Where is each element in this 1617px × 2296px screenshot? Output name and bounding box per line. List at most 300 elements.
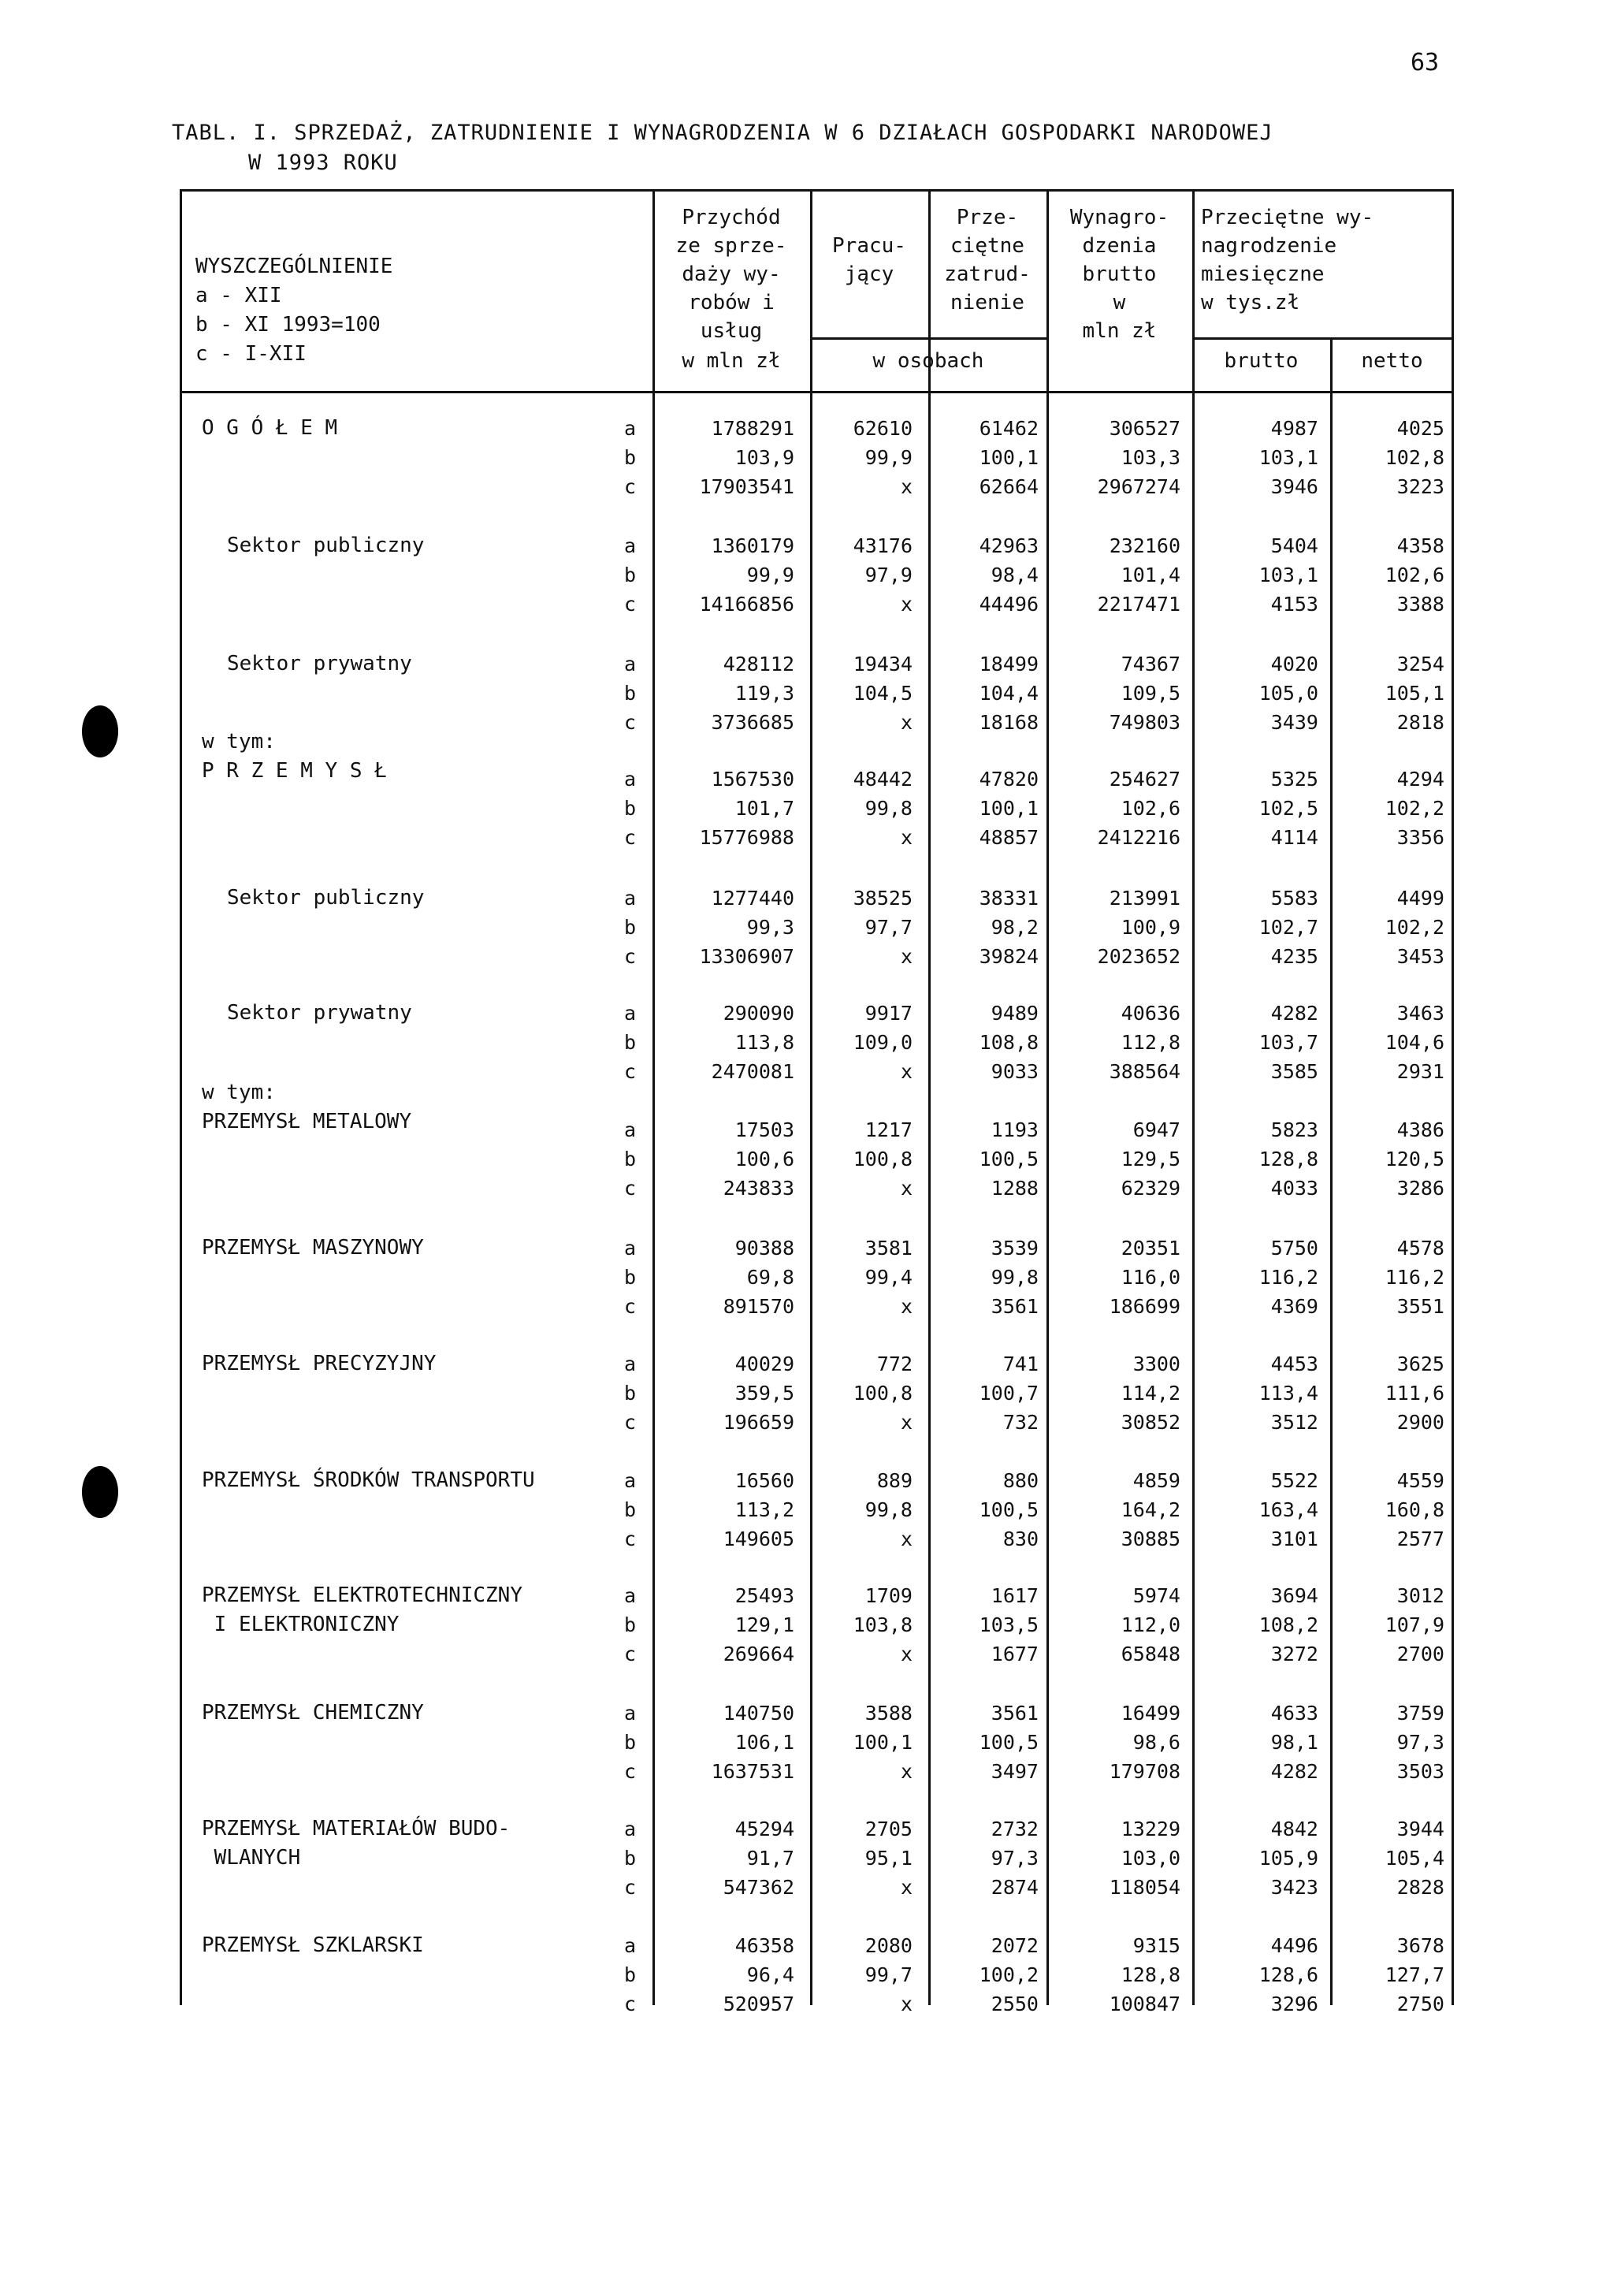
table-cell: 113,2 (734, 1498, 794, 1521)
table-cell: 306527 (1109, 417, 1180, 440)
table-cell: 128,8 (1258, 1148, 1318, 1170)
table-cell: 3463 (1396, 1002, 1444, 1025)
table-row (180, 823, 1454, 852)
row-key: b (624, 1382, 637, 1405)
table-row (180, 1989, 1454, 2019)
table-cell: 2577 (1396, 1528, 1444, 1550)
table-row (180, 913, 1454, 942)
table-cell: 113,4 (1258, 1382, 1318, 1405)
table-cell: 20351 (1121, 1237, 1180, 1260)
table-cell: 103,7 (1258, 1031, 1318, 1054)
table-cell: 103,0 (1121, 1847, 1180, 1870)
table-cell: 109,5 (1121, 682, 1180, 705)
table-cell: 97,9 (864, 564, 913, 586)
table-cell: 772 (876, 1353, 913, 1375)
table-cell: 101,4 (1121, 564, 1180, 586)
table-cell: 1788291 (711, 417, 794, 440)
table-cell: 99,4 (864, 1266, 913, 1289)
table-cell: 5750 (1270, 1237, 1318, 1260)
table-cell: 880 (1002, 1469, 1039, 1492)
table-cell: 269664 (723, 1643, 794, 1665)
table-cell: 17903541 (699, 475, 794, 498)
table-cell: 111,6 (1385, 1382, 1444, 1405)
table-cell: 109,0 (853, 1031, 913, 1054)
table-row (180, 649, 1454, 679)
table-cell: 18168 (979, 711, 1039, 734)
table-cell: 4842 (1270, 1818, 1318, 1840)
table-cell: 2080 (864, 1934, 913, 1957)
rule-h-top (180, 189, 1454, 192)
table-cell: 359,5 (734, 1382, 794, 1405)
row-key: c (624, 1295, 637, 1318)
table-row (180, 1728, 1454, 1757)
table-cell: 732 (1002, 1411, 1039, 1434)
table-cell: 4633 (1270, 1702, 1318, 1725)
table-row (180, 1144, 1454, 1174)
table-cell: 91,7 (746, 1847, 794, 1870)
table-cell: 103,3 (1121, 446, 1180, 469)
table-cell: 105,9 (1258, 1847, 1318, 1870)
table-cell: 2705 (864, 1818, 913, 1840)
table-cell: 30852 (1121, 1411, 1180, 1434)
table-cell: 1677 (991, 1643, 1039, 1665)
table-cell: 3585 (1270, 1060, 1318, 1083)
table-row (180, 472, 1454, 501)
group-label: PRZEMYSŁ MATERIAŁÓW BUDO- WLANYCH (202, 1817, 511, 1870)
row-key: c (624, 826, 637, 849)
table-cell: 2750 (1396, 1993, 1444, 2015)
table-cell: 39824 (979, 945, 1039, 968)
table-cell: 38331 (979, 887, 1039, 910)
data-table (180, 189, 1454, 2015)
table-row (180, 765, 1454, 794)
table-cell: 213991 (1109, 887, 1180, 910)
table-cell: 4386 (1396, 1118, 1444, 1141)
table-cell: 102,2 (1385, 797, 1444, 820)
table-cell: 1217 (864, 1118, 913, 1141)
table-cell: 3561 (991, 1702, 1039, 1725)
row-key: b (624, 1963, 637, 1986)
group-label: w tym: P R Z E M Y S Ł (202, 730, 387, 783)
table-cell: 40636 (1121, 1002, 1180, 1025)
table-cell: 40029 (734, 1353, 794, 1375)
table-cell: 2828 (1396, 1876, 1444, 1899)
table-cell: 3356 (1396, 826, 1444, 849)
table-cell: 3581 (864, 1237, 913, 1260)
row-key: c (624, 945, 637, 968)
table-cell: 100,5 (979, 1498, 1039, 1521)
row-key: b (624, 1847, 637, 1870)
table-cell: 13229 (1121, 1818, 1180, 1840)
table-cell: 5325 (1270, 768, 1318, 791)
table-cell: 98,6 (1132, 1731, 1180, 1754)
table-cell: 520957 (723, 1993, 794, 2015)
table-cell: 47820 (979, 768, 1039, 791)
row-key: c (624, 1760, 637, 1783)
table-cell: 102,7 (1258, 916, 1318, 939)
table-cell: 3759 (1396, 1702, 1444, 1725)
table-cell: 107,9 (1385, 1613, 1444, 1636)
table-row (180, 1524, 1454, 1554)
col56-header: Przeciętne wy- nagrodzenie miesięczne w tys.zł (1201, 206, 1374, 314)
group-label: PRZEMYSŁ SZKLARSKI (202, 1933, 424, 1957)
table-cell: 1637531 (711, 1760, 794, 1783)
table-cell: 118054 (1109, 1876, 1180, 1899)
row-key: c (624, 1876, 637, 1899)
table-cell: 3503 (1396, 1760, 1444, 1783)
table-cell: 104,5 (853, 682, 913, 705)
table-cell: 98,4 (991, 564, 1039, 586)
table-cell: 62664 (979, 475, 1039, 498)
table-cell: 74367 (1121, 653, 1180, 675)
table-cell: 3439 (1270, 711, 1318, 734)
table-row (180, 1115, 1454, 1144)
group-label: PRZEMYSŁ ELEKTROTECHNICZNY I ELEKTRONICZNY (202, 1583, 522, 1636)
table-cell: 4020 (1270, 653, 1318, 675)
table-cell: x (900, 1993, 913, 2015)
col5-header: brutto (1224, 349, 1299, 373)
row-key: b (624, 1266, 637, 1289)
table-cell: 4114 (1270, 826, 1318, 849)
row-key: b (624, 564, 637, 586)
table-cell: 45294 (734, 1818, 794, 1840)
table-cell: 3286 (1396, 1177, 1444, 1200)
table-cell: 100,7 (979, 1382, 1039, 1405)
table-row (180, 1844, 1454, 1873)
table-cell: 90388 (734, 1237, 794, 1260)
table-cell: 102,8 (1385, 446, 1444, 469)
table-cell: 160,8 (1385, 1498, 1444, 1521)
table-cell: 128,8 (1121, 1963, 1180, 1986)
table-cell: 99,3 (746, 916, 794, 939)
table-cell: 2732 (991, 1818, 1039, 1840)
table-cell: 100,1 (979, 797, 1039, 820)
table-cell: 5404 (1270, 534, 1318, 557)
table-cell: 69,8 (746, 1266, 794, 1289)
row-key: b (624, 1148, 637, 1170)
table-cell: 1709 (864, 1584, 913, 1607)
table-row (180, 942, 1454, 971)
row-key: c (624, 1643, 637, 1665)
table-cell: 16560 (734, 1469, 794, 1492)
table-cell: 30885 (1121, 1528, 1180, 1550)
row-key: a (624, 1469, 637, 1492)
table-cell: 97,3 (991, 1847, 1039, 1870)
table-cell: x (900, 1060, 913, 1083)
table-cell: 98,2 (991, 916, 1039, 939)
table-row (180, 1495, 1454, 1524)
table-cell: 100,2 (979, 1963, 1039, 1986)
row-key: a (624, 768, 637, 791)
rule-h-col56 (1192, 337, 1454, 340)
row-key: b (624, 916, 637, 939)
table-cell: 48857 (979, 826, 1039, 849)
table-cell: 3300 (1132, 1353, 1180, 1375)
table-cell: 2900 (1396, 1411, 1444, 1434)
table-cell: 100847 (1109, 1993, 1180, 2015)
row-key: a (624, 1002, 637, 1025)
row-key: a (624, 1934, 637, 1957)
table-cell: 290090 (723, 1002, 794, 1025)
table-row (180, 1292, 1454, 1321)
table-cell: 102,6 (1385, 564, 1444, 586)
group-label: Sektor publiczny (227, 886, 425, 910)
table-cell: 4559 (1396, 1469, 1444, 1492)
table-cell: 3551 (1396, 1295, 1444, 1318)
table-cell: 108,8 (979, 1031, 1039, 1054)
table-row (180, 1408, 1454, 1437)
table-cell: 196659 (723, 1411, 794, 1434)
table-cell: 3296 (1270, 1993, 1318, 2015)
table-cell: 5583 (1270, 887, 1318, 910)
table-cell: 116,2 (1385, 1266, 1444, 1289)
table-cell: 103,1 (1258, 564, 1318, 586)
table-cell: 5974 (1132, 1584, 1180, 1607)
table-cell: 232160 (1109, 534, 1180, 557)
table-cell: 14166856 (699, 593, 794, 616)
table-cell: 15776988 (699, 826, 794, 849)
table-cell: 38525 (853, 887, 913, 910)
table-cell: 3101 (1270, 1528, 1318, 1550)
table-cell: 102,6 (1121, 797, 1180, 820)
table-cell: 100,5 (979, 1148, 1039, 1170)
table-cell: 100,8 (853, 1148, 913, 1170)
group-label: O G Ó Ł E M (202, 416, 338, 440)
row-key: c (624, 711, 637, 734)
table-cell: 3512 (1270, 1411, 1318, 1434)
table-cell: 129,5 (1121, 1148, 1180, 1170)
group-label: Sektor prywatny (227, 1001, 412, 1025)
table-cell: x (900, 1177, 913, 1200)
table-row (180, 1610, 1454, 1639)
table-cell: 17503 (734, 1118, 794, 1141)
table-cell: 114,2 (1121, 1382, 1180, 1405)
table-cell: 4033 (1270, 1177, 1318, 1200)
row-key: c (624, 1060, 637, 1083)
punch-hole-upper (82, 705, 118, 757)
title-line-2: W 1993 ROKU (248, 151, 398, 175)
table-cell: 42963 (979, 534, 1039, 557)
table-cell: 2818 (1396, 711, 1444, 734)
table-cell: 4235 (1270, 945, 1318, 968)
group-label: w tym: PRZEMYSŁ METALOWY (202, 1081, 412, 1133)
table-cell: 3561 (991, 1295, 1039, 1318)
col4-header: Wynagro- dzenia brutto w mln zł (1069, 206, 1169, 343)
table-cell: 16499 (1121, 1702, 1180, 1725)
table-row (180, 531, 1454, 560)
table-cell: 100,8 (853, 1382, 913, 1405)
table-cell: 46358 (734, 1934, 794, 1957)
table-cell: 2967274 (1097, 475, 1180, 498)
table-cell: 104,6 (1385, 1031, 1444, 1054)
group-label: PRZEMYSŁ PRECYZYJNY (202, 1352, 437, 1375)
table-cell: 891570 (723, 1295, 794, 1318)
table-row (180, 1581, 1454, 1610)
table-cell: 4153 (1270, 593, 1318, 616)
row-key: c (624, 1177, 637, 1200)
table-cell: 3736685 (711, 711, 794, 734)
table-cell: 2550 (991, 1993, 1039, 2015)
table-cell: 18499 (979, 653, 1039, 675)
table-cell: x (900, 1411, 913, 1434)
table-cell: 254627 (1109, 768, 1180, 791)
table-cell: 112,8 (1121, 1031, 1180, 1054)
row-key: b (624, 797, 637, 820)
table-cell: 62329 (1121, 1177, 1180, 1200)
col3-header: Prze- ciętne zatrud- nienie (944, 206, 1031, 314)
table-cell: 5522 (1270, 1469, 1318, 1492)
col6-header: netto (1361, 349, 1423, 373)
table-cell: 179708 (1109, 1760, 1180, 1783)
row-key: a (624, 653, 637, 675)
table-cell: x (900, 826, 913, 849)
table-row (180, 999, 1454, 1028)
table-cell: 4578 (1396, 1237, 1444, 1260)
table-cell: x (900, 711, 913, 734)
table-row (180, 443, 1454, 472)
table-cell: 4025 (1396, 417, 1444, 440)
table-cell: 19434 (853, 653, 913, 675)
table-cell: 3588 (864, 1702, 913, 1725)
table-row (180, 679, 1454, 708)
row-key: c (624, 593, 637, 616)
table-row (180, 1349, 1454, 1379)
table-cell: 3625 (1396, 1353, 1444, 1375)
table-cell: 149605 (723, 1528, 794, 1550)
table-cell: 99,8 (991, 1266, 1039, 1289)
table-cell: 1288 (991, 1177, 1039, 1200)
table-cell: 113,8 (734, 1031, 794, 1054)
table-cell: 9315 (1132, 1934, 1180, 1957)
table-cell: 140750 (723, 1702, 794, 1725)
table-row (180, 1028, 1454, 1057)
table-cell: 100,6 (734, 1148, 794, 1170)
stub-header: WYSZCZEGÓLNIENIE a - XII b - XI 1993=100 c - I-XII (195, 255, 393, 366)
table-cell: 3678 (1396, 1934, 1444, 1957)
table-cell: 3223 (1396, 475, 1444, 498)
table-cell: 2470081 (711, 1060, 794, 1083)
table-cell: 99,7 (864, 1963, 913, 1986)
table-cell: 3254 (1396, 653, 1444, 675)
table-cell: 128,6 (1258, 1963, 1318, 1986)
table-cell: 104,4 (979, 682, 1039, 705)
table-cell: 428112 (723, 653, 794, 675)
row-key: b (624, 446, 637, 469)
table-cell: 100,5 (979, 1731, 1039, 1754)
table-cell: 741 (1002, 1353, 1039, 1375)
table-cell: 98,1 (1270, 1731, 1318, 1754)
table-cell: 116,0 (1121, 1266, 1180, 1289)
table-cell: 4859 (1132, 1469, 1180, 1492)
table-cell: 3388 (1396, 593, 1444, 616)
table-cell: 105,4 (1385, 1847, 1444, 1870)
table-cell: 3423 (1270, 1876, 1318, 1899)
row-key: b (624, 1731, 637, 1754)
table-cell: 4369 (1270, 1295, 1318, 1318)
group-label: Sektor prywatny (227, 652, 412, 675)
table-row (180, 1699, 1454, 1728)
table-row (180, 884, 1454, 913)
table-cell: 4496 (1270, 1934, 1318, 1957)
table-cell: x (900, 1760, 913, 1783)
rule-h-header-bottom (180, 391, 1454, 393)
table-cell: 163,4 (1258, 1498, 1318, 1521)
table-cell: 3272 (1270, 1643, 1318, 1665)
table-cell: 65848 (1121, 1643, 1180, 1665)
table-row (180, 1757, 1454, 1786)
table-cell: 102,5 (1258, 797, 1318, 820)
table-cell: 95,1 (864, 1847, 913, 1870)
table-cell: 103,9 (734, 446, 794, 469)
table-cell: x (900, 1643, 913, 1665)
table-cell: 3944 (1396, 1818, 1444, 1840)
table-cell: 99,9 (864, 446, 913, 469)
table-cell: 96,4 (746, 1963, 794, 1986)
row-key: a (624, 1353, 637, 1375)
table-cell: 2023652 (1097, 945, 1180, 968)
group-label: PRZEMYSŁ ŚRODKÓW TRANSPORTU (202, 1468, 535, 1492)
table-cell: 4358 (1396, 534, 1444, 557)
row-key: c (624, 1993, 637, 2015)
table-row (180, 1873, 1454, 1902)
row-key: a (624, 417, 637, 440)
row-key: a (624, 1818, 637, 1840)
table-row (180, 794, 1454, 823)
table-cell: 100,1 (979, 446, 1039, 469)
table-row (180, 1174, 1454, 1203)
table-cell: 103,5 (979, 1613, 1039, 1636)
table-row (180, 1931, 1454, 1960)
table-cell: 4294 (1396, 768, 1444, 791)
row-key: a (624, 534, 637, 557)
punch-hole-lower (82, 1466, 118, 1518)
col1-unit: w mln zł (682, 349, 781, 373)
table-cell: 4282 (1270, 1760, 1318, 1783)
table-row (180, 1639, 1454, 1669)
col1-header: Przychód ze sprze- daży wy- robów i usług (675, 206, 787, 343)
table-cell: 48442 (853, 768, 913, 791)
table-cell: 103,1 (1258, 446, 1318, 469)
table-cell: 44496 (979, 593, 1039, 616)
row-key: a (624, 1118, 637, 1141)
table-cell: 103,8 (853, 1613, 913, 1636)
table-cell: x (900, 1876, 913, 1899)
table-cell: 101,7 (734, 797, 794, 820)
row-key: a (624, 1702, 637, 1725)
table-row (180, 1466, 1454, 1495)
table-cell: 3497 (991, 1760, 1039, 1783)
table-cell: 97,3 (1396, 1731, 1444, 1754)
row-key: a (624, 1237, 637, 1260)
table-cell: 25493 (734, 1584, 794, 1607)
table-cell: 889 (876, 1469, 913, 1492)
table-cell: 186699 (1109, 1295, 1180, 1318)
title-line-1: TABL. I. SPRZEDAŻ, ZATRUDNIENIE I WYNAGRODZENIA W 6 DZIAŁACH GOSPODARKI NARODOWEJ (172, 121, 1273, 145)
table-cell: 2874 (991, 1876, 1039, 1899)
table-cell: 100,1 (853, 1731, 913, 1754)
table-cell: 3539 (991, 1237, 1039, 1260)
row-key: c (624, 1528, 637, 1550)
table-cell: 120,5 (1385, 1148, 1444, 1170)
table-cell: 43176 (853, 534, 913, 557)
table-cell: 2072 (991, 1934, 1039, 1957)
table-cell: 119,3 (734, 682, 794, 705)
table-cell: 1360179 (711, 534, 794, 557)
group-label: PRZEMYSŁ CHEMICZNY (202, 1701, 424, 1725)
table-cell: 62610 (853, 417, 913, 440)
table-row (180, 1234, 1454, 1263)
table-cell: 108,2 (1258, 1613, 1318, 1636)
